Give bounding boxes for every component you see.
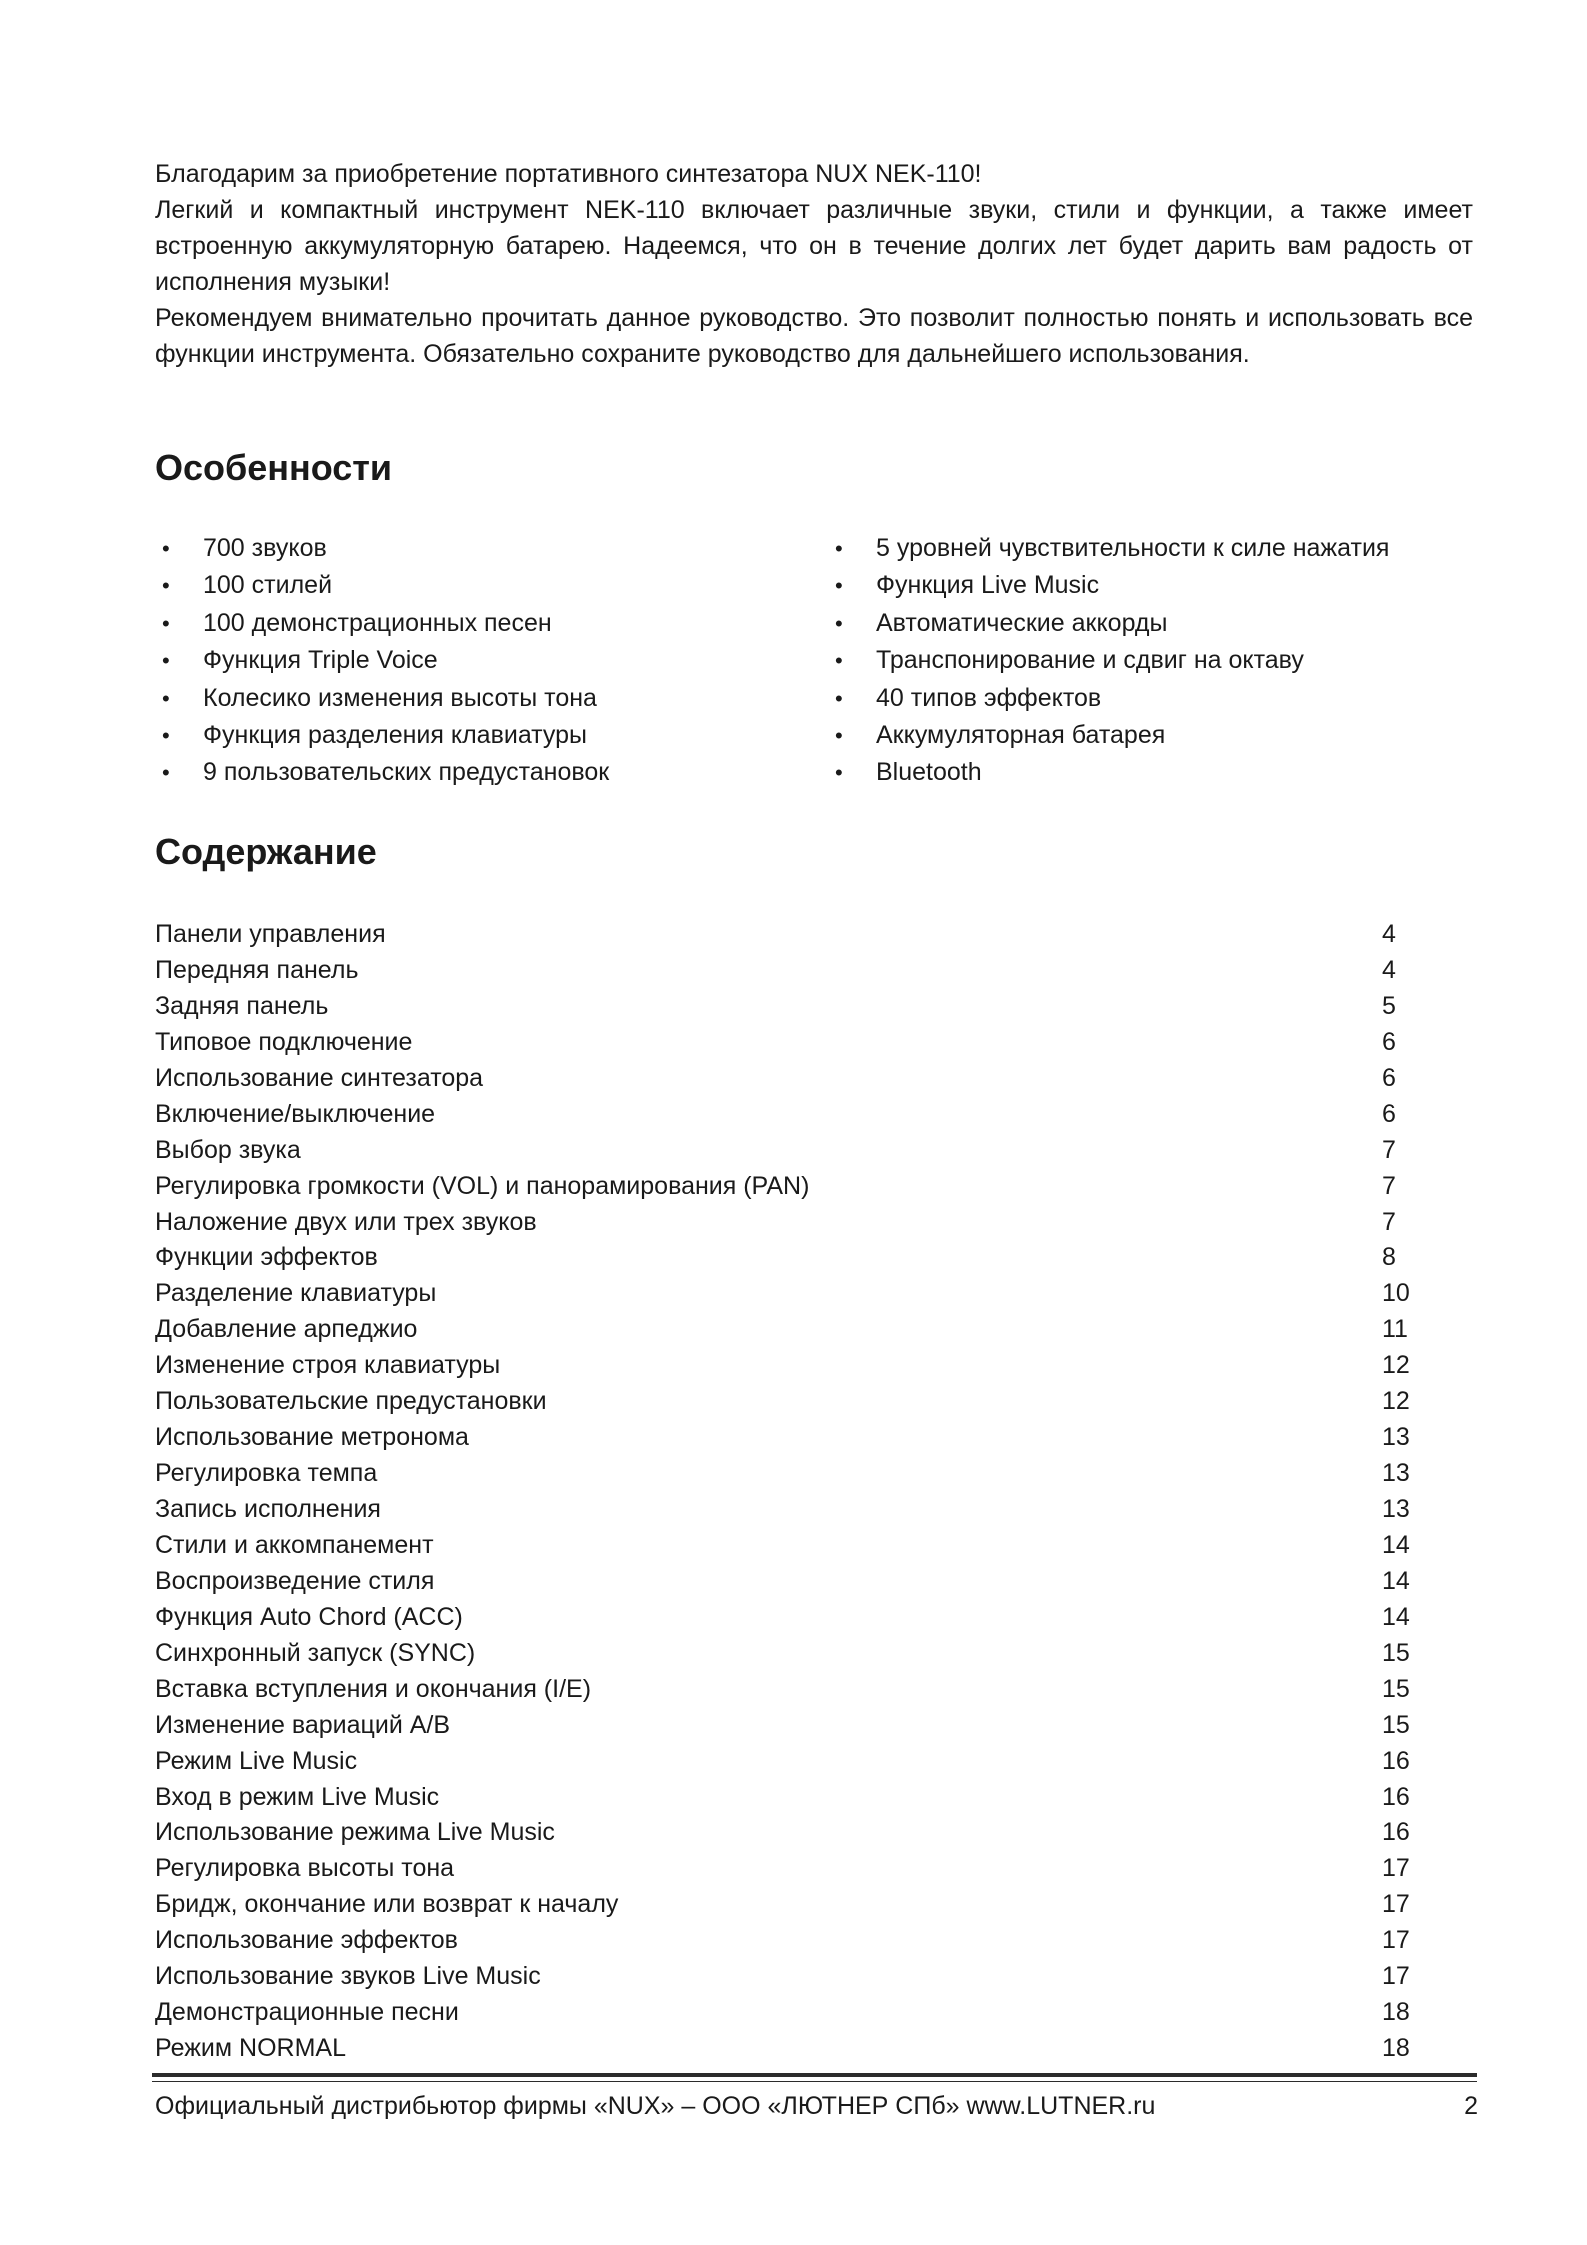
toc-entry-page: 18 — [1382, 2034, 1410, 2063]
toc-entry-page: 6 — [1382, 1063, 1396, 1092]
toc-entry — [155, 953, 1415, 989]
feature-label: Колесико изменения высоты тона — [203, 683, 597, 712]
bullet-icon: • — [835, 573, 843, 599]
toc-entry-page: 14 — [1382, 1566, 1410, 1595]
toc-entry — [155, 1097, 1415, 1133]
feature-label: Транспонирование и сдвиг на октаву — [876, 646, 1304, 675]
toc-entry-title: Передняя панель — [155, 955, 359, 984]
bullet-icon: • — [162, 536, 170, 561]
feature-label: 100 стилей — [203, 571, 333, 600]
toc-entry — [155, 989, 1415, 1025]
toc-entry-page: 5 — [1382, 991, 1396, 1020]
toc-entry — [155, 1312, 1415, 1348]
toc-entry-title: Использование эффектов — [155, 1926, 458, 1955]
toc-entry-title: Режим NORMAL — [155, 2034, 346, 2063]
feature-label: 9 пользовательских предустановок — [203, 758, 610, 787]
bullet-icon: • — [162, 685, 170, 711]
toc-entry — [155, 1528, 1415, 1564]
toc-entry-title: Выбор звука — [155, 1135, 301, 1164]
toc-entry-title: Использование режима Live Music — [155, 1818, 555, 1847]
toc-entry — [155, 1025, 1415, 1061]
toc-entry-page: 18 — [1382, 1998, 1410, 2027]
toc-entry — [155, 917, 1415, 953]
toc-entry — [155, 1169, 1415, 1205]
toc-entry — [155, 1492, 1415, 1528]
toc-entry-title: Регулировка темпа — [155, 1459, 378, 1488]
feature-item — [155, 530, 795, 567]
intro-section — [155, 156, 1473, 372]
toc-entry-title: Задняя панель — [155, 991, 329, 1020]
toc-entry-page: 10 — [1382, 1279, 1410, 1308]
toc-entry-title: Регулировка высоты тона — [155, 1854, 455, 1883]
bullet-icon: • — [835, 760, 843, 786]
toc-entry-page: 4 — [1382, 955, 1396, 984]
toc-entry-page: 15 — [1382, 1638, 1410, 1667]
toc-entry-page: 17 — [1382, 1890, 1410, 1919]
footer-rule-thin — [152, 2081, 1477, 2082]
toc-entry — [155, 1205, 1415, 1241]
bullet-icon: • — [162, 723, 170, 749]
toc-entry-title: Регулировка громкости (VOL) и панорамирования (PAN) — [155, 1171, 810, 1200]
feature-item — [828, 530, 1488, 567]
feature-item — [828, 642, 1488, 679]
feature-label: Функция разделения клавиатуры — [203, 721, 587, 750]
toc-entry — [155, 1636, 1415, 1672]
intro-recommendation: Рекомендуем внимательно прочитать данное руководство. Это позволит полностью понять и использовать все функции инструмента. Обязательно сохраните руководство для дальнейшего использования. — [155, 304, 1473, 368]
bullet-icon: • — [162, 610, 170, 636]
bullet-icon: • — [835, 536, 843, 561]
bullet-icon: • — [835, 610, 843, 636]
contents-heading: Содержание — [155, 831, 377, 872]
toc-entry-page: 7 — [1382, 1207, 1396, 1236]
toc-entry — [155, 1456, 1415, 1492]
toc-entry — [155, 1348, 1415, 1384]
feature-item — [828, 754, 1488, 791]
toc-entry — [155, 1780, 1415, 1816]
features-list-right — [828, 530, 1488, 792]
toc-entry-page: 14 — [1382, 1530, 1410, 1559]
toc-entry-title: Добавление арпеджио — [155, 1315, 418, 1344]
toc-entry-title: Воспроизведение стиля — [155, 1566, 435, 1595]
intro-description: Легкий и компактный инструмент NEK-110 включает различные звуки, стили и функции, а также имеет встроенную аккумуляторную батарею. Надеемся, что он в течение долгих лет будет дарить вам радость от исполнения музыки! — [155, 196, 1473, 296]
toc-entry-title: Использование синтезатора — [155, 1063, 484, 1092]
bullet-icon: • — [835, 723, 843, 749]
feature-label: 5 уровней чувствительности к силе нажатия — [876, 534, 1390, 562]
toc-entry-title: Функции эффектов — [155, 1243, 378, 1272]
toc-entry-page: 17 — [1382, 1962, 1410, 1991]
feature-item — [155, 642, 795, 679]
toc-entry-page: 12 — [1382, 1387, 1410, 1416]
feature-item — [828, 717, 1488, 754]
toc-entry-title: Запись исполнения — [155, 1495, 381, 1523]
toc-entry — [155, 1240, 1415, 1276]
feature-item — [155, 567, 795, 604]
feature-label: 40 типов эффектов — [876, 683, 1102, 712]
feature-label: Аккумуляторная батарея — [876, 721, 1166, 750]
feature-label: Функция Triple Voice — [203, 646, 438, 675]
toc-entry — [155, 1564, 1415, 1600]
toc-entry-page: 7 — [1382, 1171, 1396, 1200]
toc-entry-page: 6 — [1382, 1099, 1396, 1128]
toc-entry — [155, 2031, 1415, 2067]
bullet-icon: • — [162, 573, 170, 599]
toc-entry-title: Изменение строя клавиатуры — [155, 1351, 501, 1380]
toc-entry-page: 8 — [1382, 1243, 1396, 1272]
feature-item — [155, 754, 795, 791]
toc-entry — [155, 1672, 1415, 1708]
toc-entry-page: 16 — [1382, 1746, 1410, 1775]
features-heading: Особенности — [155, 447, 393, 488]
toc-entry-title: Функция Auto Chord (ACC) — [155, 1602, 463, 1631]
toc-entry — [155, 1995, 1415, 2031]
feature-label: 100 демонстрационных песен — [203, 608, 552, 637]
feature-label: Bluetooth — [876, 758, 982, 787]
toc-entry — [155, 1384, 1415, 1420]
toc-entry-title: Использование звуков Live Music — [155, 1962, 541, 1991]
toc-entry-title: Демонстрационные песни — [155, 1998, 459, 2027]
toc-entry-title: Режим Live Music — [155, 1746, 358, 1775]
toc-entry — [155, 1276, 1415, 1312]
toc-entry-title: Включение/выключение — [155, 1099, 436, 1128]
feature-item — [155, 680, 795, 717]
features-list-left — [155, 530, 795, 792]
toc-entry-page: 17 — [1382, 1926, 1410, 1955]
feature-item — [155, 717, 795, 754]
toc-entry-title: Синхронный запуск (SYNC) — [155, 1638, 476, 1667]
toc-entry — [155, 1600, 1415, 1636]
toc-entry-title: Наложение двух или трех звуков — [155, 1207, 537, 1236]
toc-entry — [155, 1959, 1415, 1995]
bullet-icon: • — [162, 760, 170, 786]
toc-entry-page: 6 — [1382, 1027, 1396, 1056]
toc-entry — [155, 1420, 1415, 1456]
footer-rule-thick — [152, 2073, 1477, 2077]
toc-entry — [155, 1744, 1415, 1780]
toc-entry — [155, 1887, 1415, 1923]
bullet-icon: • — [162, 648, 170, 674]
feature-item — [828, 567, 1488, 604]
toc-entry-title: Разделение клавиатуры — [155, 1279, 437, 1308]
feature-label: 700 звуков — [203, 534, 327, 562]
toc-entry-title: Вставка вступления и окончания (I/E) — [155, 1674, 592, 1703]
feature-item — [828, 680, 1488, 717]
toc-entry — [155, 1133, 1415, 1169]
toc-entry — [155, 1923, 1415, 1959]
toc-entry-page: 17 — [1382, 1854, 1410, 1883]
toc-entry-title: Вход в режим Live Music — [155, 1782, 440, 1811]
toc-entry — [155, 1061, 1415, 1097]
toc-entry-page: 7 — [1382, 1135, 1396, 1164]
toc-entry-title: Использование метронома — [155, 1423, 469, 1452]
feature-item — [828, 605, 1488, 642]
toc-entry-page: 16 — [1382, 1782, 1410, 1811]
toc-entry — [155, 1815, 1415, 1851]
toc-entry-page: 15 — [1382, 1674, 1410, 1703]
toc-entry-page: 13 — [1382, 1495, 1410, 1523]
bullet-icon: • — [835, 685, 843, 711]
toc-entry-page: 13 — [1382, 1459, 1410, 1488]
feature-item — [155, 605, 795, 642]
footer-distributor-text: Официальный дистрибьютор фирмы «NUX» – ООО «ЛЮТНЕР СПб» www.LUTNER.ru — [155, 2092, 1156, 2120]
table-of-contents — [155, 917, 1415, 2067]
bullet-icon: • — [835, 648, 843, 674]
toc-entry-title: Изменение вариаций A/B — [155, 1710, 451, 1739]
footer-page-number: 2 — [1464, 2092, 1478, 2120]
feature-label: Функция Live Music — [876, 571, 1100, 600]
toc-entry — [155, 1851, 1415, 1887]
toc-entry-page: 13 — [1382, 1423, 1410, 1452]
toc-entry-title: Бридж, окончание или возврат к началу — [155, 1890, 619, 1919]
toc-entry-title: Панели управления — [155, 920, 386, 948]
toc-entry-page: 4 — [1382, 920, 1396, 948]
feature-label: Автоматические аккорды — [876, 608, 1168, 637]
toc-entry-title: Стили и аккомпанемент — [155, 1530, 434, 1559]
toc-entry-page: 11 — [1382, 1315, 1408, 1344]
toc-entry-title: Типовое подключение — [155, 1027, 413, 1056]
toc-entry — [155, 1708, 1415, 1744]
toc-entry-page: 14 — [1382, 1602, 1410, 1631]
toc-entry-page: 15 — [1382, 1710, 1410, 1739]
intro-thanks: Благодарим за приобретение портативного синтезатора NUX NEK-110! — [155, 160, 982, 188]
toc-entry-page: 12 — [1382, 1351, 1410, 1380]
toc-entry-title: Пользовательские предустановки — [155, 1387, 547, 1416]
toc-entry-page: 16 — [1382, 1818, 1410, 1847]
